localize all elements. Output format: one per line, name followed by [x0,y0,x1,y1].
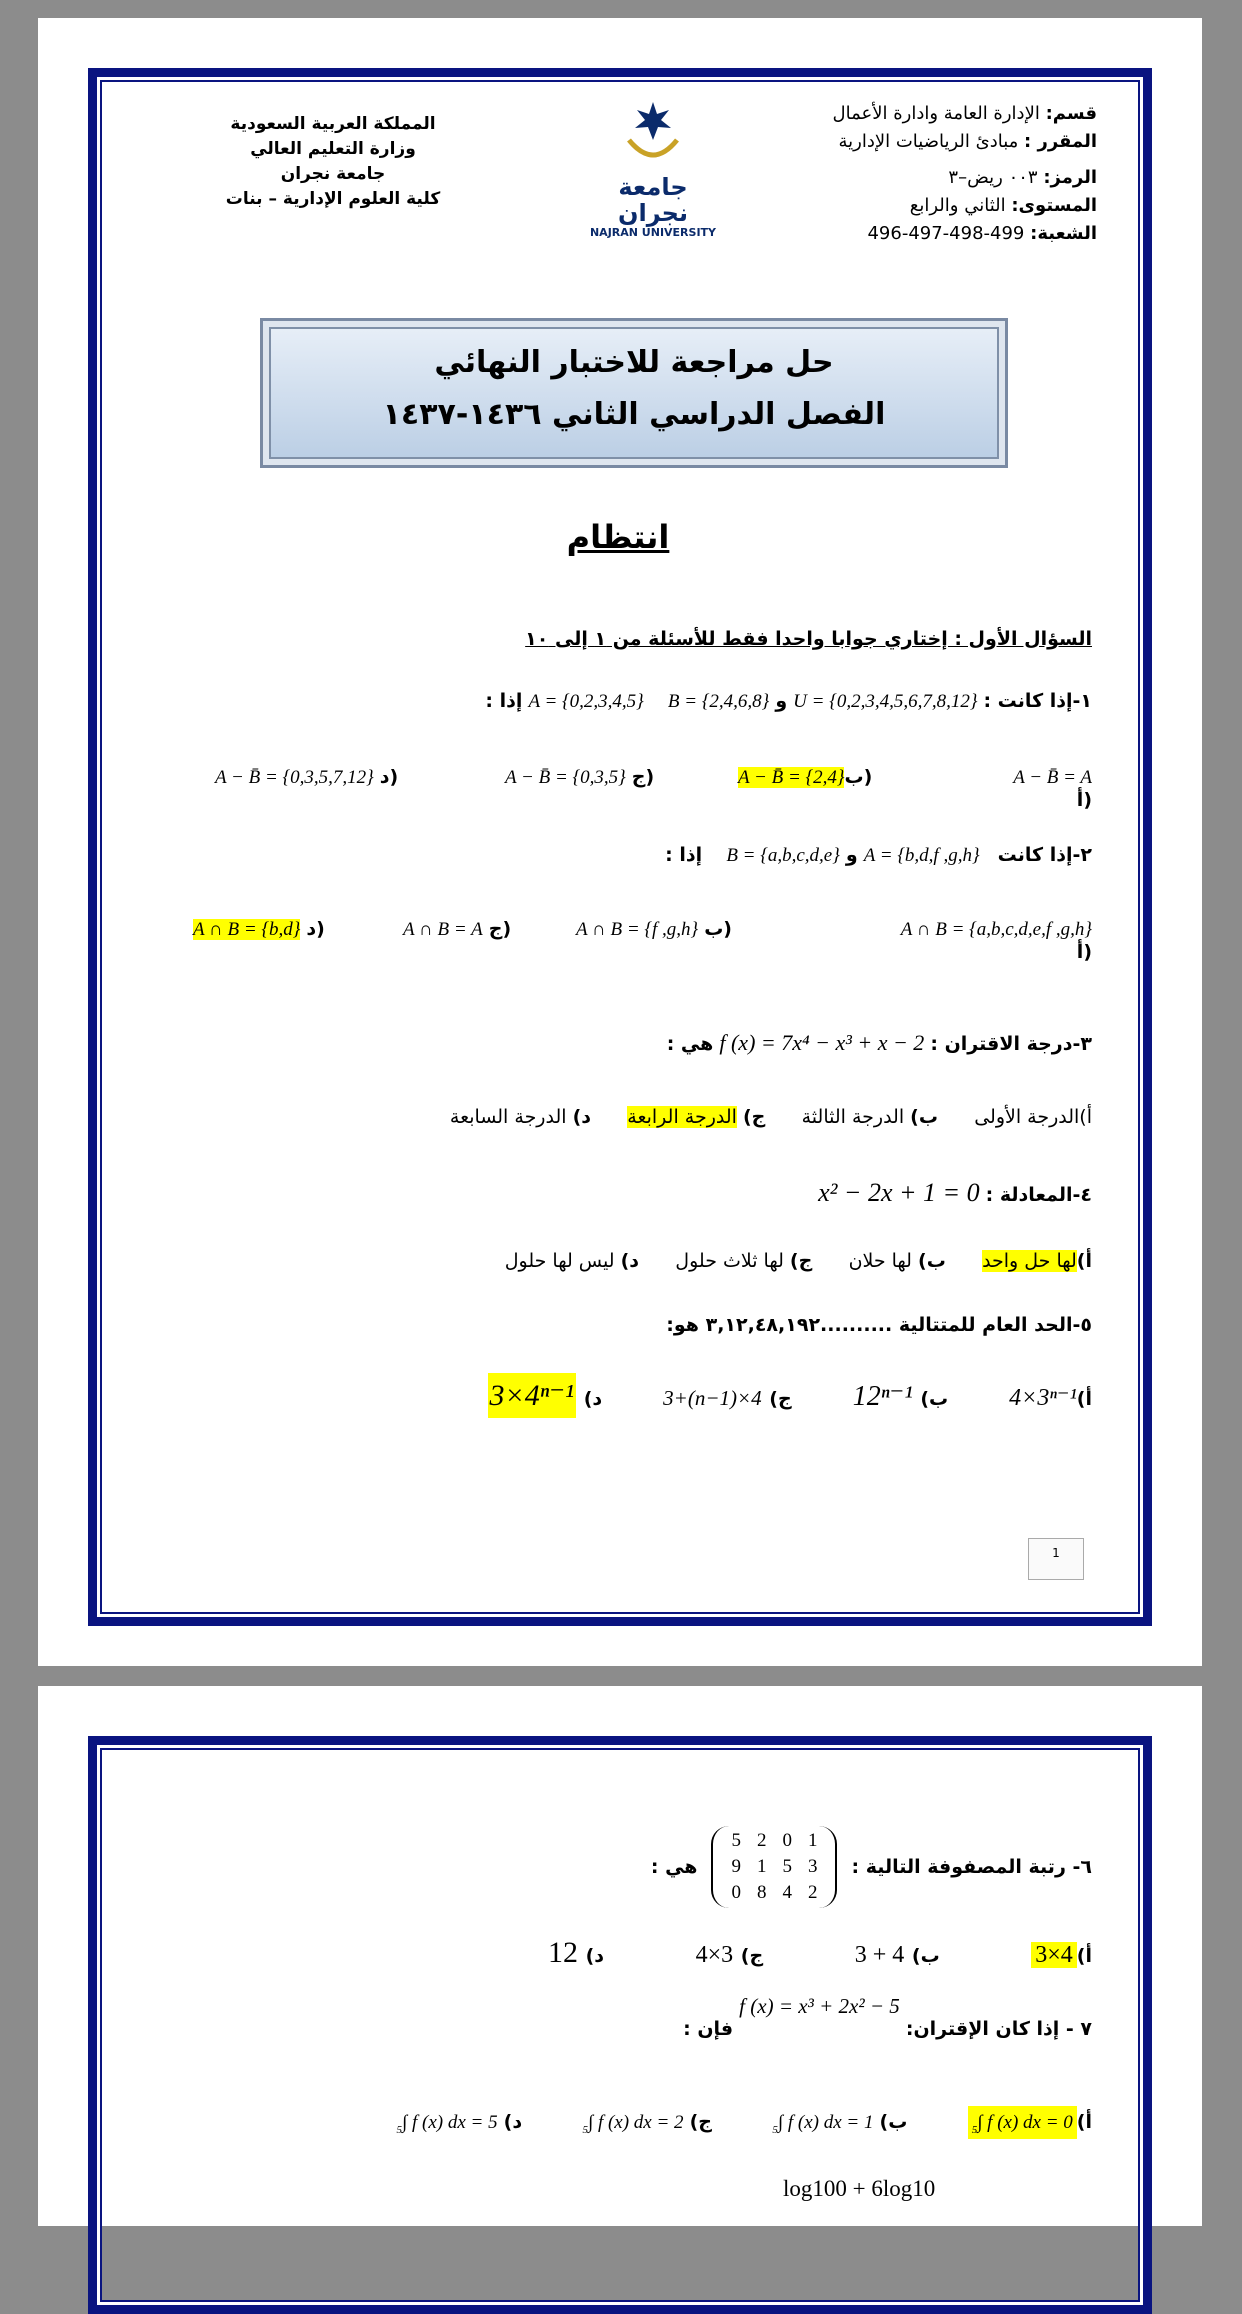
q2-option-c-label: ج) [488,918,512,940]
q4-expression: x² − 2x + 1 = 0 [818,1178,980,1207]
q5-option-c-label: ج) [769,1388,792,1410]
q7-option-d-label: د) [503,2111,523,2133]
q7-option-c-text: ∫ f (x) dx = 2 [587,2112,684,2133]
q2-and: و [845,844,858,866]
q3-stem: ٣-درجة الاقتران : [930,1033,1092,1055]
q4-option-d-label: د) [620,1250,640,1272]
q4-option-c[interactable]: لها ثلاث حلول [675,1250,784,1272]
q3-option-b[interactable]: الدرجة الثالثة [801,1106,905,1128]
q1-option-a[interactable] [1013,766,1092,811]
header-course-info [737,100,1097,248]
q1-option-a-label: أ) [1076,789,1092,811]
q6-option-c-label: ج) [740,1945,764,1967]
university-logo [583,100,723,239]
q2-option-c[interactable] [403,918,511,941]
matrix-cell: 4 [782,1882,792,1903]
q1-option-c[interactable] [505,766,654,789]
q1-stem: ١-إذا كانت : [983,690,1092,712]
q5-option-c[interactable]: 3+(n−1)×4 [663,1386,762,1410]
course-label: المقرر : [1024,131,1097,152]
question-5-stem: ٥-الحد العام للمتتالية ..........٣,١٢,٤٨,١٩٢ هو: [666,1314,1092,1336]
kingdom-name: المملكة العربية السعودية [230,114,436,134]
q2-option-a[interactable] [901,918,1092,963]
logo-english-text: NAJRAN UNIVERSITY [589,226,717,239]
level-value: الثاني والرابع [909,195,1006,216]
q4-option-c-label: ج) [789,1250,813,1272]
q7-option-a[interactable] [968,2106,1077,2139]
q2-option-c-text: A ∩ B = A [403,919,483,940]
logo-arabic-text: جامعة نجران [618,173,688,227]
q5-option-d-label: د) [583,1388,603,1410]
q7-b-limit: 5 [772,2123,778,2136]
q3-tail: هي : [666,1033,714,1055]
page-number: 1 [1028,1538,1084,1580]
q5-options [192,1378,1092,1413]
question-4-stem [192,1178,1092,1208]
q6-option-d[interactable]: 12 [547,1936,578,1969]
q4-option-a[interactable]: لها حل واحد [982,1250,1077,1272]
q2-set-b: B = {a,b,c,d,e} [726,845,840,866]
matrix-cell: 5 [782,1856,792,1877]
q7-option-a-label: أ) [1076,2111,1092,2133]
q3-expression: f (x) = 7x⁴ − x³ + x − 2 [719,1030,925,1055]
college-name: كلية العلوم الإدارية – بنات [225,189,441,209]
q2-option-d[interactable] [193,918,325,941]
matrix-cell: 8 [756,1882,767,1903]
q5-option-b-label: ب) [920,1388,949,1410]
matrix-cell: 3 [807,1856,818,1877]
code-value: ٠٠٣ ريض–٣ [948,167,1038,188]
document-page-1 [38,18,1202,1666]
q7-option-c-label: ج) [689,2111,712,2133]
q2-stem: ٢-إذا كانت [997,844,1092,866]
q6-stem: ٦- رتبة المصفوفة التالية : [851,1856,1092,1878]
q6-option-a-label: أ) [1076,1945,1092,1967]
q6-option-b[interactable]: 3 + 4 [854,1942,905,1968]
matrix-cell: 0 [731,1882,741,1903]
question-3-stem [192,1030,1092,1056]
q7-expression: f (x) = x³ + 2x² − 5 [739,1994,900,2018]
q1-option-b-label: ب) [844,766,873,788]
q6-option-d-label: د) [585,1945,605,1967]
q5-option-a-label: أ) [1076,1388,1092,1410]
q7-option-d-text: ∫ f (x) dx = 5 [402,2112,498,2133]
q7-option-b-label: ب) [879,2111,908,2133]
q1-and: و [775,690,788,712]
q4-option-b[interactable]: لها حلان [848,1250,912,1272]
q7-c-limit: 5 [582,2123,588,2136]
q1-option-a-text: A − B̄ = A [1013,767,1092,788]
q7-stem: ٧ - إذا كان الإقتران: [905,2018,1092,2040]
q3-option-d[interactable]: الدرجة السابعة [449,1106,567,1128]
q6-tail: هي : [650,1856,698,1878]
matrix-cell: 5 [731,1830,741,1851]
logo-emblem-icon [623,100,683,170]
q4-stem: ٤-المعادلة : [985,1184,1092,1206]
q7-d-limit: 5 [396,2123,403,2136]
question-7-stem [192,1994,1092,2041]
q7-a-limit: 5 [971,2123,978,2136]
q7-options [192,2111,1092,2136]
q1-option-d-label: د) [379,766,399,788]
q2-option-a-text: A ∩ B = {a,b,c,d,e,f ,g,h} [900,919,1092,940]
question-1-stem [192,690,1092,713]
q1-option-d-text: A − B̄ = {0,3,5,7,12} [215,767,374,788]
q7-option-b[interactable] [772,2112,874,2136]
study-mode-heading: انتظام [566,518,670,556]
q6-matrix [711,1826,837,1908]
matrix-row [723,1828,825,1854]
q3-option-a[interactable]: أ)الدرجة الأولى [974,1106,1092,1128]
q1-option-d[interactable] [215,766,398,789]
dept-label: قسم: [1045,103,1097,124]
matrix-cell: 0 [782,1830,792,1851]
question-6-stem [192,1826,1092,1908]
matrix-cell: 9 [731,1856,741,1877]
university-name: جامعة نجران [280,164,386,184]
q8-expression: log100 + 6log10 [783,2176,936,2201]
q2-option-d-label: د) [306,918,325,940]
q2-option-d-text: A ∩ B = {b,d} [193,919,301,940]
q5-option-a[interactable]: 4×3ⁿ⁻¹ [1009,1385,1077,1411]
q7-option-b-text: ∫ f (x) dx = 1 [777,2112,874,2133]
q2-set-a: A = {b,d,f ,g,h} [863,845,980,866]
title-line-2: الفصل الدراسي الثاني ١٤٣٦-١٤٣٧ [382,397,886,432]
ministry-name: وزارة التعليم العالي [250,139,416,159]
q3-options [192,1106,1092,1128]
q2-option-b-label: ب) [704,918,732,940]
q3-option-c-label: ج) [742,1106,766,1128]
matrix-cell: 1 [807,1830,818,1851]
q7-option-a-text: ∫ f (x) dx = 0 [977,2112,1073,2133]
q7-option-c[interactable] [582,2112,684,2136]
q1-set-u: U = {0,2,3,4,5,6,7,8,12} [793,691,978,712]
dept-value: الإدارة العامة وادارة الأعمال [832,103,1040,124]
q2-option-a-label: أ) [1076,941,1092,963]
q6-option-c[interactable]: 4×3 [695,1942,734,1968]
q4-options [192,1250,1092,1272]
q1-set-b: B = {2,4,6,8} [667,691,770,712]
q3-option-c[interactable]: الدرجة الرابعة [627,1106,737,1128]
section-label: الشعبة: [1030,223,1097,244]
q6-option-a[interactable]: 3×4 [1031,1942,1077,1968]
q4-option-b-label: ب) [918,1250,946,1272]
course-value: مبادئ الرياضيات الإدارية [838,131,1019,152]
q7-option-d[interactable] [396,2112,498,2136]
exam-title-box [260,318,1008,468]
matrix-cell: 2 [807,1882,818,1903]
q5-option-d[interactable]: 3×4ⁿ⁻¹ [488,1373,577,1418]
q5-option-b[interactable]: 12ⁿ⁻¹ [852,1381,913,1412]
matrix-row [723,1854,825,1880]
matrix-row [723,1880,825,1906]
q2-then: إذا : [665,844,703,866]
q3-option-d-label: د) [572,1106,592,1128]
title-line-1: حل مراجعة للاختبار النهائي [434,345,834,380]
q1-option-c-label: ج) [631,766,655,788]
q7-tail: فإن : [683,2018,734,2040]
q6-options [192,1936,1092,1970]
document-page-2 [38,1686,1202,2226]
q1-set-a: A = {0,2,3,4,5} [528,691,644,712]
q6-matrix-table [723,1828,825,1906]
section-value: 499-498-497-496 [867,223,1025,244]
q4-option-a-label: أ) [1076,1250,1092,1272]
matrix-cell: 2 [756,1830,767,1851]
q1-option-b[interactable] [738,766,872,789]
q6-option-b-label: ب) [911,1945,940,1967]
q3-option-b-label: ب) [910,1106,938,1128]
header-ministry-info [213,112,453,212]
section-heading: السؤال الأول : إختاري جوابا واحدا فقط للأسئلة من ١ إلى ١٠ [525,628,1092,650]
q2-option-b[interactable] [576,918,732,941]
q1-option-b-text: A − B̄ = {2,4} [738,767,845,788]
q1-then: إذا : [485,690,523,712]
q2-option-b-text: A ∩ B = {f ,g,h} [576,919,699,940]
matrix-cell: 1 [756,1856,767,1877]
q4-option-d[interactable]: ليس لها حلول [504,1250,615,1272]
question-2-stem [192,844,1092,867]
code-label: الرمز: [1043,167,1097,188]
level-label: المستوى: [1011,195,1097,216]
q1-option-c-text: A − B̄ = {0,3,5} [505,767,626,788]
